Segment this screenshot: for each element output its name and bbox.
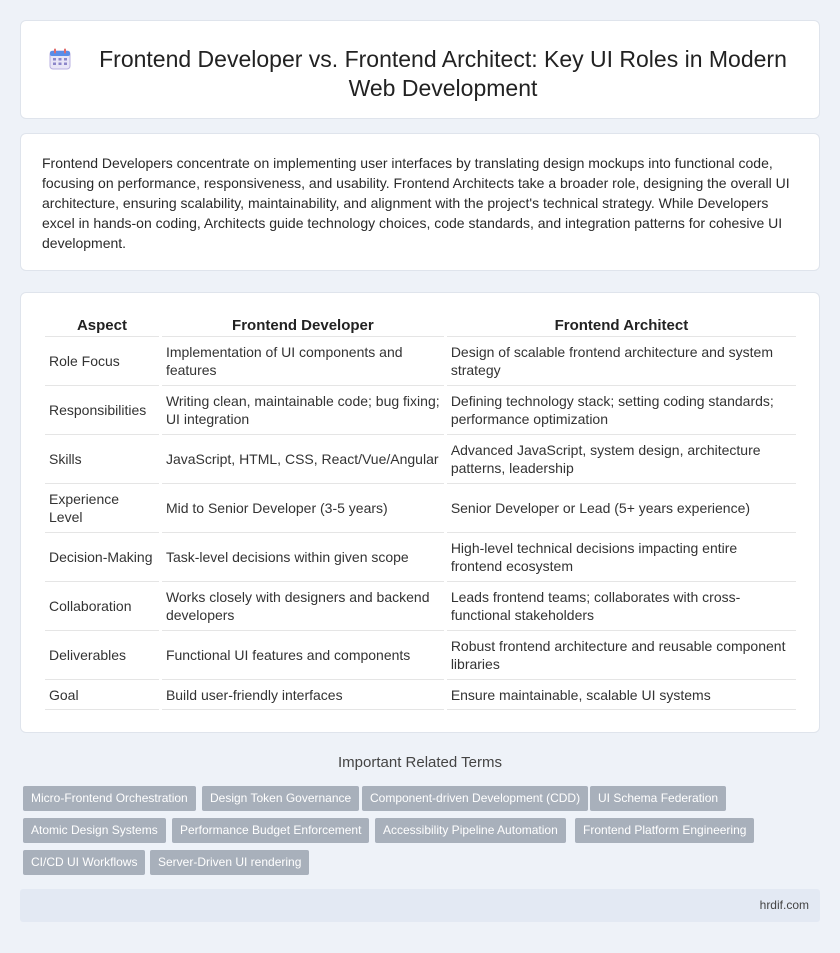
- intro-card: [20, 133, 820, 271]
- cell-aspect: Collaboration: [45, 582, 159, 631]
- header-frontend-developer: Frontend Developer: [162, 314, 444, 337]
- related-term-tag[interactable]: Performance Budget Enforcement: [172, 818, 369, 843]
- cell-architect: Leads frontend teams; collaborates with cross-functional stakeholders: [447, 582, 796, 631]
- related-term-tag[interactable]: Atomic Design Systems: [23, 818, 166, 843]
- page-title: Frontend Developer vs. Frontend Architect: Key UI Roles in Modern Web Development: [99, 46, 787, 101]
- header-card: [20, 20, 820, 119]
- cell-architect: Senior Developer or Lead (5+ years experience): [447, 484, 796, 533]
- table-row: [45, 631, 796, 680]
- related-term-tag[interactable]: Component-driven Development (CDD): [362, 786, 588, 811]
- cell-aspect: Deliverables: [45, 631, 159, 680]
- cell-developer: Implementation of UI components and features: [162, 337, 444, 386]
- cell-aspect: Responsibilities: [45, 386, 159, 435]
- cell-developer: Writing clean, maintainable code; bug fixing; UI integration: [162, 386, 444, 435]
- header-frontend-architect: Frontend Architect: [447, 314, 796, 337]
- cell-aspect: Goal: [45, 680, 159, 710]
- table-header-row: [45, 314, 796, 337]
- table-row: [45, 386, 796, 435]
- cell-aspect: Experience Level: [45, 484, 159, 533]
- cell-developer: Build user-friendly interfaces: [162, 680, 444, 710]
- cell-architect: Design of scalable frontend architecture and system strategy: [447, 337, 796, 386]
- related-term-tag[interactable]: Micro-Frontend Orchestration: [23, 786, 196, 811]
- cell-developer: Mid to Senior Developer (3-5 years): [162, 484, 444, 533]
- cell-architect: Robust frontend architecture and reusable component libraries: [447, 631, 796, 680]
- table-row: [45, 533, 796, 582]
- calendar-icon: [48, 47, 72, 71]
- cell-developer: Works closely with designers and backend developers: [162, 582, 444, 631]
- cell-developer: Task-level decisions within given scope: [162, 533, 444, 582]
- cell-architect: Defining technology stack; setting coding standards; performance optimization: [447, 386, 796, 435]
- table-row: [45, 484, 796, 533]
- related-term-tag[interactable]: Accessibility Pipeline Automation: [375, 818, 566, 843]
- related-term-tag[interactable]: Design Token Governance: [202, 786, 359, 811]
- cell-aspect: Decision-Making: [45, 533, 159, 582]
- table-row: [45, 582, 796, 631]
- related-term-tag[interactable]: CI/CD UI Workflows: [23, 850, 145, 875]
- cell-aspect: Skills: [45, 435, 159, 484]
- table-row: [45, 435, 796, 484]
- cell-developer: JavaScript, HTML, CSS, React/Vue/Angular: [162, 435, 444, 484]
- cell-developer: Functional UI features and components: [162, 631, 444, 680]
- header-aspect: Aspect: [45, 314, 159, 337]
- footer-site-link[interactable]: hrdif.com: [759, 898, 809, 912]
- related-terms-title: Important Related Terms: [338, 754, 502, 771]
- comparison-card: [20, 292, 820, 733]
- cell-architect: High-level technical decisions impacting entire frontend ecosystem: [447, 533, 796, 582]
- table-row: [45, 337, 796, 386]
- comparison-table: [42, 314, 799, 710]
- intro-text: Frontend Developers concentrate on implementing user interfaces by translating design mockups into functional code, focusing on performance, responsiveness, and usability. Frontend Architects take a broader role, designing the overall UI architecture, ensuring scalability, maintainability, and alignment with the project's technical strategy. While Developers excel in hands-on coding, Architects guide technology choices, code standards, and integration patterns for cohesive UI development.: [42, 155, 790, 251]
- table-row: [45, 680, 796, 710]
- cell-architect: Ensure maintainable, scalable UI systems: [447, 680, 796, 710]
- footer: [20, 889, 820, 922]
- related-term-tag[interactable]: Server-Driven UI rendering: [150, 850, 309, 875]
- related-term-tag[interactable]: UI Schema Federation: [590, 786, 726, 811]
- cell-aspect: Role Focus: [45, 337, 159, 386]
- related-term-tag[interactable]: Frontend Platform Engineering: [575, 818, 754, 843]
- cell-architect: Advanced JavaScript, system design, architecture patterns, leadership: [447, 435, 796, 484]
